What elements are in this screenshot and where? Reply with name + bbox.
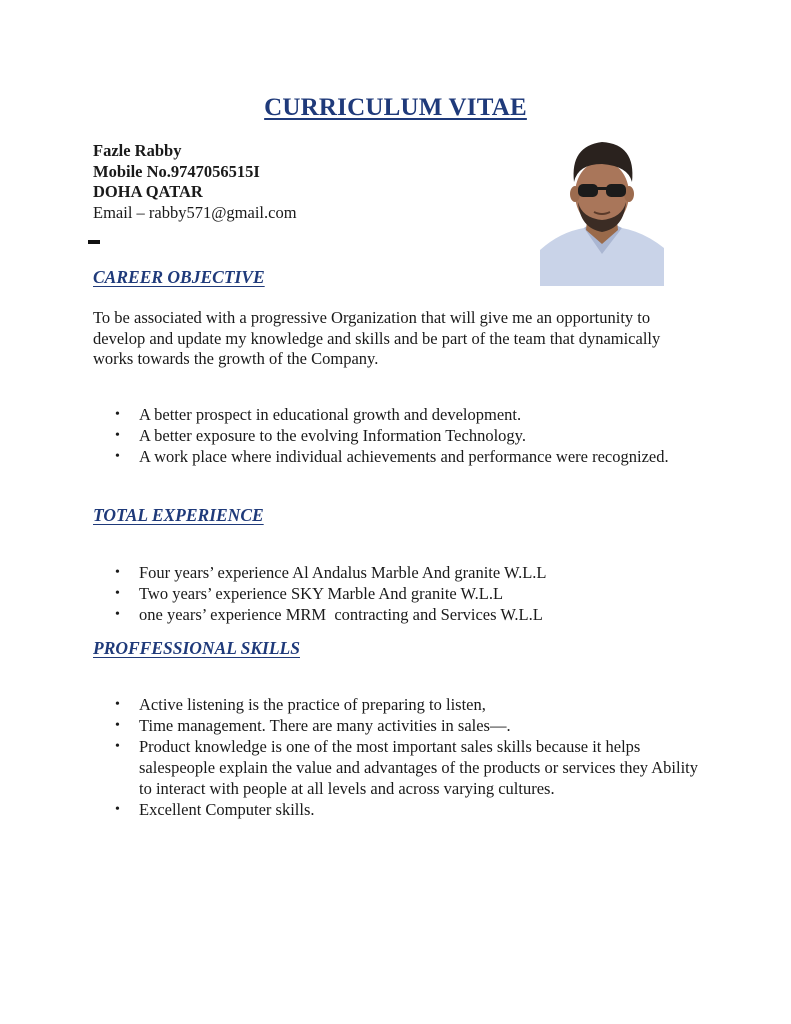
professional-skills-list [93,694,698,820]
heading-professional-skills: PROFFESSIONAL SKILLS [93,638,300,658]
list-item: • Excellent Computer skills. [93,799,698,820]
list-item: • one years’ experience MRM contracting and Services W.L.L [93,604,698,625]
total-experience-list [93,562,698,625]
career-objective-list [93,404,698,467]
contact-email: Email – rabby571@gmail.com [93,202,297,222]
list-item: • A better exposure to the evolving Information Technology. [93,425,698,446]
list-item: • A better prospect in educational growth and development. [93,404,698,425]
profile-photo-icon [540,132,664,286]
contact-mobile: Mobile No.9747056515I [93,161,260,181]
list-item: • Product knowledge is one of the most important sales skills because it helps salespeople explain the value and advantages of the products or services they Ability to interact with people at all levels and across varying cultures. [93,736,698,799]
heading-total-experience: TOTAL EXPERIENCE [93,505,264,525]
list-item: • Time management. There are many activities in sales—. [93,715,698,736]
list-item: • A work place where individual achievements and performance were recognized. [93,446,698,467]
career-objective-paragraph: To be associated with a progressive Organization that will give me an opportunity to develop and update my knowledge and skills and be part of the team that dynamically works towards the growth of the Company. [93,308,661,368]
contact-location: DOHA QATAR [93,182,203,201]
contact-name: Fazle Rabby [93,141,182,160]
dash-mark [88,240,100,244]
contact-block [93,141,297,223]
document-title: CURRICULUM VITAE [264,94,527,121]
list-item: • Two years’ experience SKY Marble And granite W.L.L [93,583,698,604]
heading-career-objective: CAREER OBJECTIVE [93,267,265,287]
list-item: • Four years’ experience Al Andalus Marble And granite W.L.L [93,562,698,583]
list-item: • Active listening is the practice of preparing to listen, [93,694,698,715]
